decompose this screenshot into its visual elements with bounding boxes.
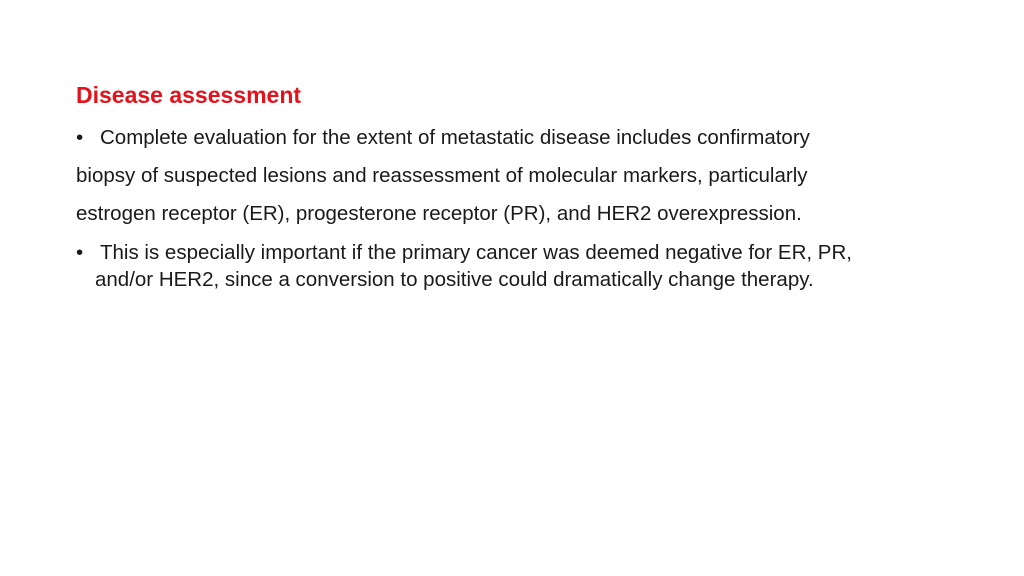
bullet-1-line-2: biopsy of suspected lesions and reassessment of molecular markers, particularly bbox=[76, 164, 808, 187]
slide-heading: Disease assessment bbox=[76, 82, 302, 108]
bullet-1-line-1: Complete evaluation for the extent of metastatic disease includes confirmatory bbox=[100, 126, 810, 149]
bullet-marker-2: • bbox=[76, 241, 84, 264]
bullet-2-line-1: This is especially important if the primary cancer was deemed negative for ER, PR, bbox=[100, 241, 852, 264]
bullet-marker-1: • bbox=[76, 126, 84, 149]
bullet-2-line-2: and/or HER2, since a conversion to positive could dramatically change therapy. bbox=[95, 268, 814, 291]
bullet-1-line-3: estrogen receptor (ER), progesterone receptor (PR), and HER2 overexpression. bbox=[76, 202, 802, 225]
